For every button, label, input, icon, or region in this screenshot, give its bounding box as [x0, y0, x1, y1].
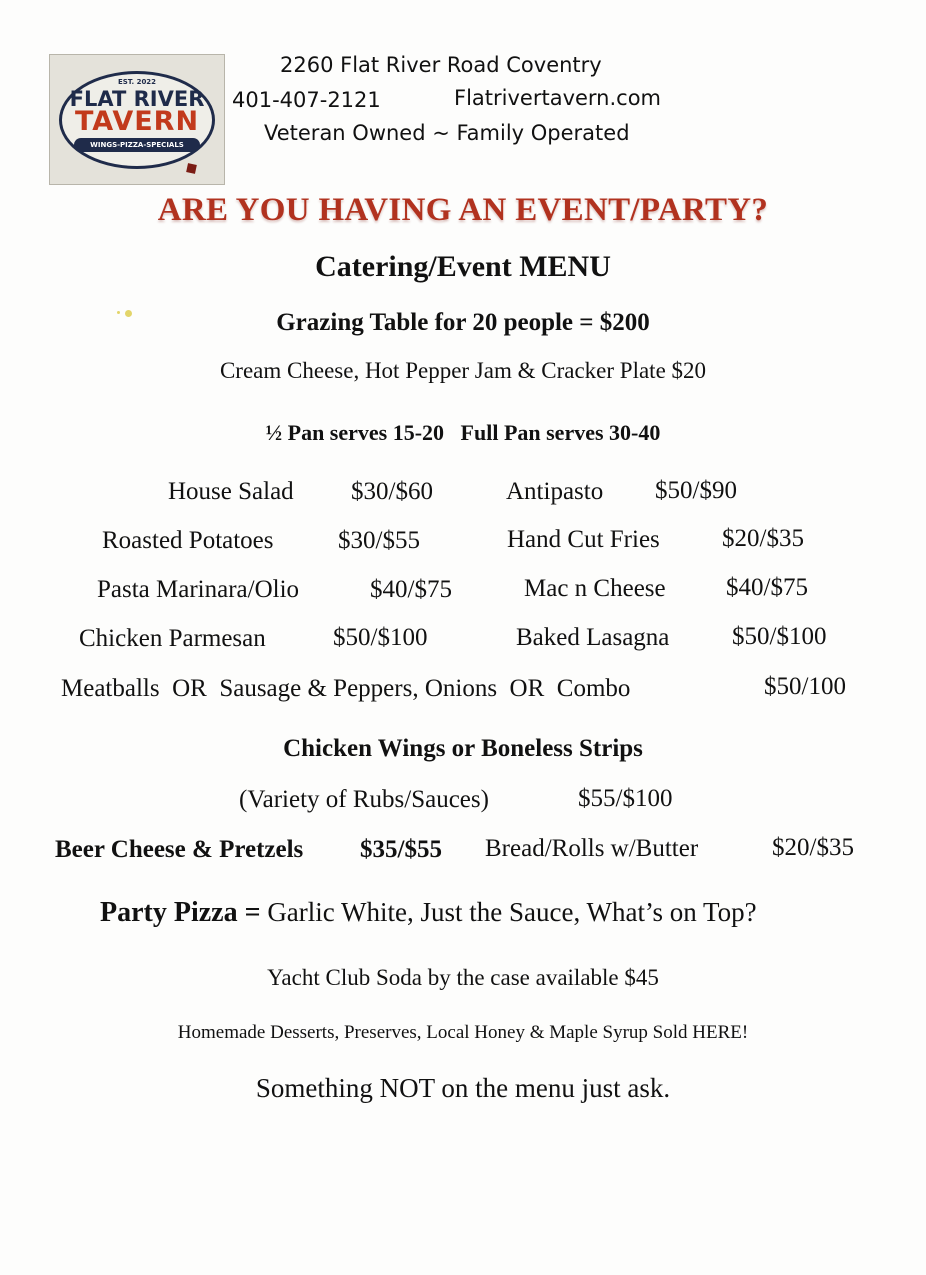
- party-pizza-options: Garlic White, Just the Sauce, What’s on Top?: [267, 897, 757, 927]
- phone-number: 401-407-2121: [232, 88, 381, 112]
- cracker-plate: Cream Cheese, Hot Pepper Jam & Cracker Plate $20: [219, 358, 707, 383]
- menu-item-name: Mac n Cheese: [524, 575, 666, 602]
- party-pizza-label: Party Pizza =: [100, 897, 261, 928]
- logo-name-line1: FLAT RIVER: [69, 87, 205, 111]
- bread-price: $20/$35: [772, 834, 854, 861]
- menu-item-price: $30/$60: [351, 478, 433, 505]
- website: Flatrivertavern.com: [454, 86, 662, 110]
- beer-cheese-price: $35/$55: [360, 836, 442, 863]
- wings-description: (Variety of Rubs/Sauces): [239, 786, 489, 813]
- menu-item-price: $50/$90: [655, 477, 737, 504]
- logo-badge: [59, 71, 215, 169]
- scan-speck: [125, 310, 132, 317]
- logo-name-line2: TAVERN: [74, 106, 200, 137]
- menu-item-price: $20/$35: [722, 525, 804, 552]
- menu-item-name: Hand Cut Fries: [507, 526, 660, 553]
- tavern-logo: [49, 54, 225, 185]
- menu-item-name: Chicken Parmesan: [79, 625, 266, 652]
- meatballs-item: Meatballs OR Sausage & Peppers, Onions OR Combo: [61, 675, 631, 702]
- menu-item-price: $40/$75: [726, 574, 808, 601]
- menu-item-price: $40/$75: [370, 576, 452, 603]
- meatballs-price: $50/100: [764, 673, 846, 700]
- menu-title: Catering/Event MENU: [315, 250, 611, 283]
- scan-speck: [117, 311, 120, 314]
- menu-item-name: Roasted Potatoes: [102, 527, 274, 554]
- menu-item-name: Baked Lasagna: [516, 624, 670, 651]
- dice-icon: [186, 163, 197, 174]
- menu-item-price: $50/$100: [333, 624, 428, 651]
- address: 2260 Flat River Road Coventry: [280, 53, 602, 77]
- logo-tagline: WINGS-PIZZA-SPECIALS: [74, 138, 200, 152]
- soda-offer: Yacht Club Soda by the case available $45: [267, 965, 659, 990]
- event-headline: ARE YOU HAVING AN EVENT/PARTY?: [157, 192, 769, 228]
- desserts-note: Homemade Desserts, Preserves, Local Honey & Maple Syrup Sold HERE!: [177, 1022, 749, 1043]
- bread-item: Bread/Rolls w/Butter: [485, 835, 699, 862]
- beer-cheese-item: Beer Cheese & Pretzels: [55, 836, 304, 863]
- menu-item-price: $30/$55: [338, 527, 420, 554]
- menu-item-price: $50/$100: [732, 623, 827, 650]
- pan-sizes: ½ Pan serves 15-20 Full Pan serves 30-40: [265, 420, 661, 445]
- slogan: Veteran Owned ~ Family Operated: [264, 121, 630, 145]
- logo-est: EST. 2022: [117, 78, 157, 86]
- wings-price: $55/$100: [578, 785, 673, 812]
- party-pizza: [100, 897, 757, 929]
- menu-item-name: House Salad: [168, 478, 294, 505]
- closing-note: Something NOT on the menu just ask.: [255, 1073, 671, 1103]
- menu-item-name: Pasta Marinara/Olio: [97, 576, 300, 603]
- menu-item-name: Antipasto: [506, 478, 604, 505]
- grazing-table: Grazing Table for 20 people = $200: [276, 309, 650, 336]
- wings-title: Chicken Wings or Boneless Strips: [283, 735, 643, 762]
